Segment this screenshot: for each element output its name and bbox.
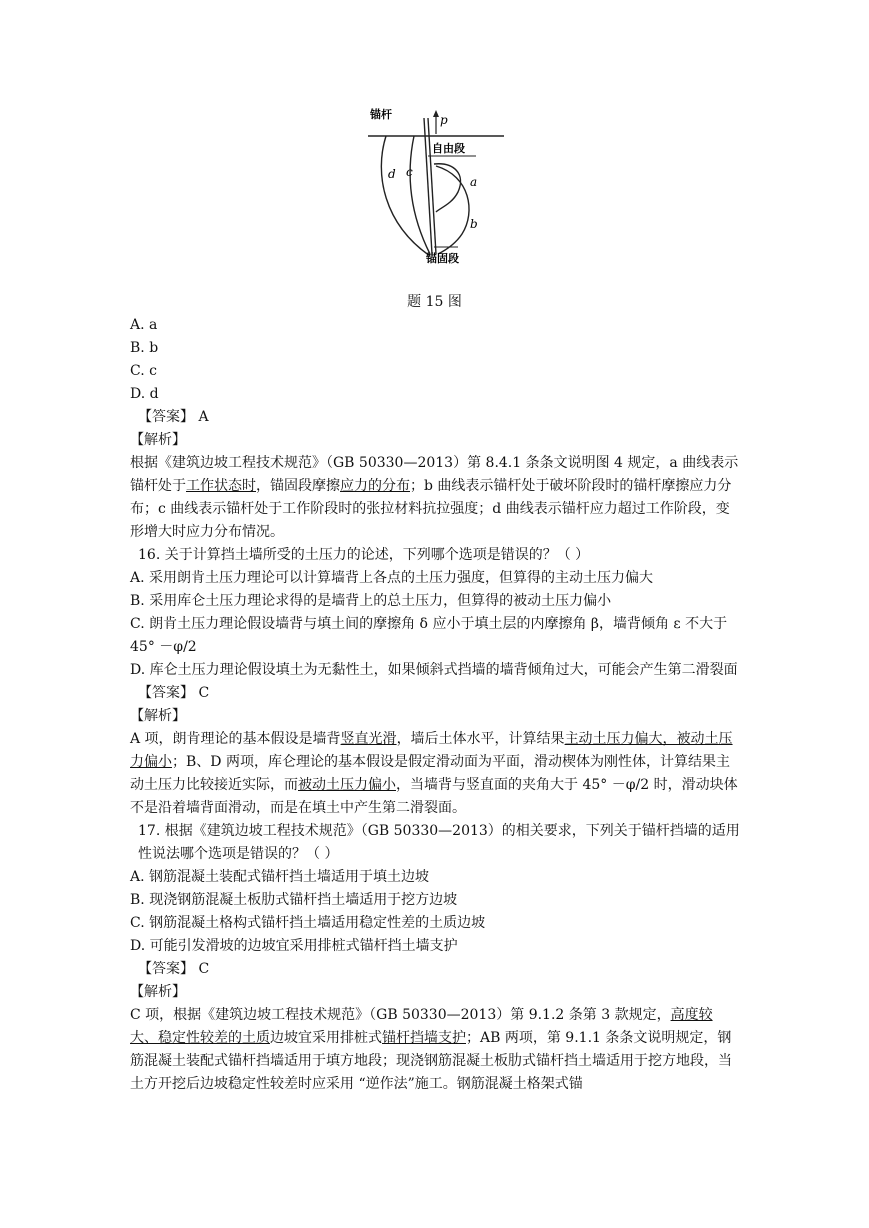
curve-b [436,166,469,254]
q16-analysis-title: 【解析】 [130,708,186,724]
question-content [130,314,740,1096]
q17-option-a: A. 钢筋混凝土装配式锚杆挡土墙适用于填土边坡 [130,869,430,885]
underlined-text: 锚杆挡墙支护 [382,1030,466,1046]
label-curve-d: d [388,167,396,181]
q17-answer: 【答案】 C [138,961,210,977]
q15-analysis-title: 【解析】 [130,432,186,448]
text-run: ，锚固段摩擦 [256,478,340,494]
text-run: A 项，朗肯理论的基本假设是墙背 [130,731,341,747]
label-p: p [440,113,448,127]
q16-option-c: C. 朗肯土压力理论假设墙背与填土间的摩擦角 δ 应小于填土层的内摩擦角 β，墙背倾角 ε 不大于 45° －φ/2 [130,616,728,655]
text-run: ，当墙背与竖直面的夹角大于 45° －φ/2 时，滑动块体不是沿着墙背面滑动，而是在填土中产生第二滑裂面。 [130,777,738,816]
q15-option-d: D. d [130,386,159,402]
label-anchor: 锚杆 [370,108,392,121]
q15-option-c: C. c [130,363,157,379]
anchor-rod-right [428,118,436,254]
label-curve-b: b [470,217,478,231]
underlined-text: 主动土压力偏大，被动土压力偏小 [130,731,733,770]
q15-option-a: A. a [130,317,158,333]
underlined-text: 竖直光滑 [340,731,397,747]
q17-analysis [130,1004,740,1096]
text-run: ，墙后土体水平，计算结果 [396,731,565,747]
figure-caption: 题 15 图 [407,294,462,310]
underlined-text: 被动土压力偏小 [298,777,396,793]
text-run: ；AB 两项，第 9.1.1 条条文说明规定，钢筋混凝土装配式锚杆挡墙适用于填方地段；现浇钢筋混凝土板肋式锚杆挡土墙适用于挖方地段，当土方开挖后边坡稳定性较差时应采用 “逆作法”施工。钢筋混凝土格架式锚 [130,1030,732,1092]
anchor-rod-left [424,118,432,254]
q16-analysis [130,728,740,820]
text-run: C 项，根据《建筑边坡工程技术规范》（GB 50330—2013）第 9.1.2 条第 3 款规定， [130,1007,671,1023]
q17-stem: 17. 根据《建筑边坡工程技术规范》（GB 50330—2013）的相关要求，下列关于锚杆挡墙的适用性说法哪个选项是错误的？（ ） [138,823,740,862]
q17-analysis-title: 【解析】 [130,984,186,1000]
q16-stem: 16. 关于计算挡土墙所受的土压力的论述，下列哪个选项是错误的？（ ） [138,547,590,563]
q15-option-b: B. b [130,340,159,356]
underlined-text: 应力的分布 [340,478,410,494]
text-run: ；b 曲线表示锚杆处于破坏阶段时的锚杆摩擦应力分布；c 曲线表示锚杆处于工作阶段时的张拉材料抗拉强度；d 曲线表示锚杆应力超过工作阶段，变形增大时应力分布情况。 [130,478,732,540]
text-run: 根据《建筑边坡工程技术规范》（GB 50330—2013）第 8.4.1 条条文说明图 4 规定，a 曲线表示锚杆处于 [130,455,739,494]
q17-option-b: B. 现浇钢筋混凝土板肋式锚杆挡土墙适用于挖方边坡 [130,892,458,908]
underlined-text: 高度较大、稳定性较差的土质 [130,1007,713,1046]
text-run: ；B、D 两项，库仑理论的基本假设是假定滑动面为平面，滑动楔体为刚性体，计算结果主动土压力比较接近实际，而 [130,754,730,793]
underlined-text: 工作状态时 [186,478,256,494]
anchor-stress-figure [366,104,506,264]
label-curve-c: c [406,165,413,179]
force-arrowhead [433,110,439,117]
label-anchored-section: 锚固段 [426,252,459,264]
q17-option-d: D. 可能引发滑坡的边坡宜采用排桩式锚杆挡土墙支护 [130,938,458,954]
curve-c [410,136,430,254]
q16-option-a: A. 采用朗肯土压力理论可以计算墙背上各点的土压力强度，但算得的主动土压力偏大 [130,570,654,586]
q15-answer: 【答案】 A [138,409,209,425]
q16-option-d: D. 库仑土压力理论假设填土为无黏性土，如果倾斜式挡墙的墙背倾角过大，可能会产生第二滑裂面 [130,662,738,678]
q15-analysis [130,452,740,544]
q17-option-c: C. 钢筋混凝土格构式锚杆挡土墙适用稳定性差的土质边坡 [130,915,486,931]
text-run: 边坡宜采用排桩式 [270,1030,382,1046]
label-curve-a: a [470,175,478,189]
label-free-section: 自由段 [432,142,465,155]
q16-option-b: B. 采用库仑土压力理论求得的是墙背上的总土压力，但算得的被动土压力偏小 [130,593,612,609]
q16-answer: 【答案】 C [138,685,210,701]
